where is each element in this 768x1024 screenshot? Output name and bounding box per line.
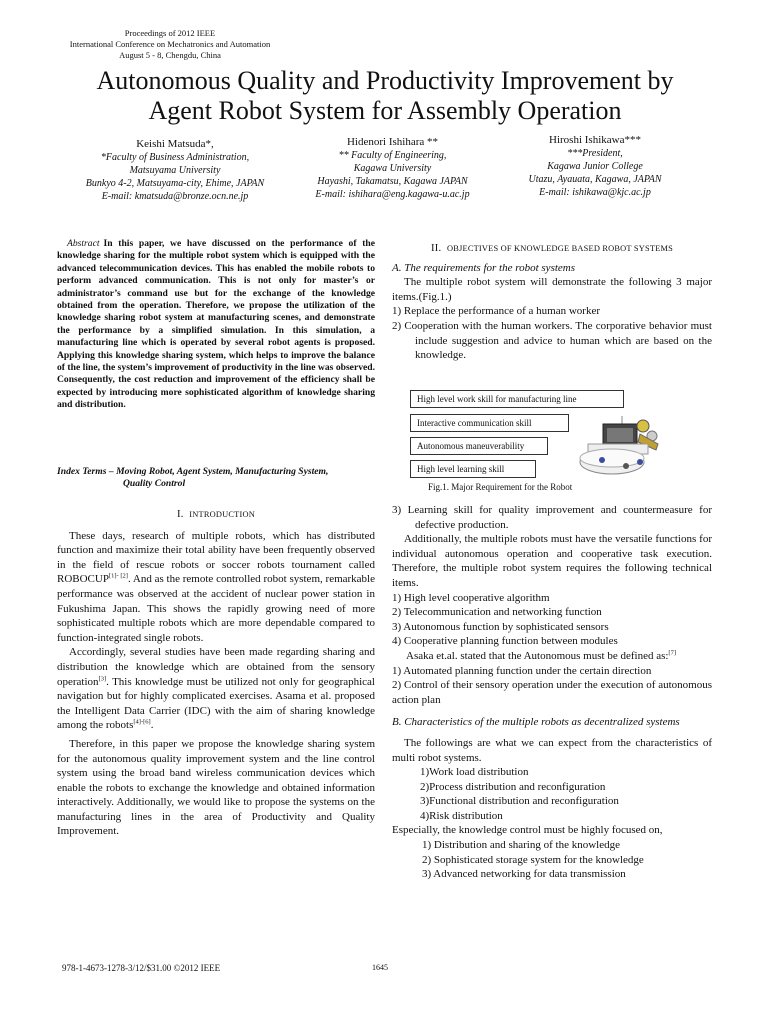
section-2-continued: [392, 503, 712, 882]
text-run: .: [150, 719, 154, 732]
author-affiliation: Kagawa University: [353, 163, 432, 174]
text-run: Asaka et.al. stated that the Autonomous must be defined as:: [406, 649, 669, 662]
paragraph: Especially, the knowledge control must be highly focused on,: [392, 824, 663, 837]
author-block-3: [502, 134, 688, 199]
title-line: Autonomous Quality and Productivity Improvement by: [96, 66, 674, 95]
definition-item: 2) Control of their sensory operation under the execution of autonomous action plan: [392, 679, 712, 706]
paragraph: Therefore, in this paper we propose the knowledge sharing system for the autonomous quality improvement system and the line control system using the broad band wireless communication devices which enable the robots to exchange the knowledge and obtained information interactively. Additionally, we would like to propose the systems on the manufacturing lines in the area of Productivity and Quality Improvement.: [57, 737, 375, 838]
figure-box: Autonomous maneuverability: [410, 437, 548, 455]
characteristic-item: 1)Work load distribution: [420, 766, 529, 779]
abstract-label: Abstract: [67, 238, 100, 249]
paragraph: [392, 649, 712, 664]
author-name: Hidenori Ishihara **: [346, 136, 439, 148]
section-2-top: [392, 242, 712, 363]
tech-item: 2) Telecommunication and networking function: [392, 606, 602, 619]
author-name: Hiroshi Ishikawa***: [549, 134, 641, 146]
index-terms-line: Index Terms – Moving Robot, Agent System, Manufacturing System,: [57, 466, 329, 477]
focus-item: 2) Sophisticated storage system for the knowledge: [422, 853, 644, 866]
subsection-heading: B. Characteristics of the multiple robots as decentralized systems: [392, 716, 680, 729]
index-terms: [57, 466, 375, 491]
focus-item: 1) Distribution and sharing of the knowledge: [422, 839, 620, 852]
paragraph: [57, 645, 375, 733]
author-block-1: [60, 138, 290, 203]
tech-item: 3) Autonomous function by sophisticated sensors: [392, 620, 609, 633]
author-email: E-mail: kmatsuda@bronze.ocn.ne.jp: [101, 191, 249, 202]
tech-item: 4) Cooperative planning function between modules: [392, 635, 618, 648]
list-item: 1) Replace the performance of a human worker: [392, 305, 600, 318]
author-affiliation: Bunkyo 4-2, Matsuyama-city, Ehime, JAPAN: [85, 178, 265, 189]
section-title: OBJECTIVES OF KNOWLEDGE BASED ROBOT SYSTEMS: [447, 244, 673, 253]
characteristic-item: 4)Risk distribution: [420, 809, 503, 822]
figure-box: High level learning skill: [410, 460, 536, 478]
section-number: II.: [431, 243, 442, 254]
author-affiliation: ***President,: [567, 148, 623, 159]
text-run: Accordingly, several studies have been made regarding sharing and distribution the knowledge which are obtained from the sensory operation: [57, 646, 375, 688]
page-number: 1645: [372, 963, 388, 972]
focus-item: 3) Advanced networking for data transmission: [422, 868, 626, 881]
citation: [7]: [668, 649, 677, 657]
citation: [3]: [98, 674, 107, 682]
tech-item: 1) High level cooperative algorithm: [392, 591, 550, 604]
figure-caption: Fig.1. Major Requirement for the Robot: [428, 482, 573, 492]
section-heading: [392, 242, 712, 257]
list-item: 3) Learning skill for quality improvement and countermeasure for defective production.: [392, 504, 712, 531]
characteristic-item: 3)Functional distribution and reconfiguration: [420, 795, 619, 808]
section-number: I.: [177, 509, 184, 520]
introduction-section: [57, 508, 375, 839]
proceedings-line: International Conference on Mechatronics and Automation: [69, 39, 271, 49]
author-affiliation: Kagawa Junior College: [547, 161, 643, 172]
paragraph: [57, 529, 375, 646]
author-block-2: [290, 136, 495, 201]
text-run: . This knowledge must be utilized not only for geographical navigation but for highly complicated exercises. Asama et al. proposed the Intelligent Data Carrier (IDC) with the aim of sharing knowledge among the robots: [57, 675, 375, 732]
paragraph: The multiple robot system will demonstrate the following 3 major items.(Fig.1.): [392, 276, 712, 303]
author-affiliation: Hayashi, Takamatsu, Kagawa JAPAN: [317, 176, 468, 187]
proceedings-info: [50, 28, 290, 61]
section-heading: [57, 508, 375, 523]
paragraph: Additionally, the multiple robots must have the versatile functions for individual autonomous operation and cooperative task execution. Therefore, the multiple robot system requires the following technical items.: [392, 533, 712, 589]
abstract: [57, 238, 375, 412]
definition-item: 1) Automated planning function under the certain direction: [392, 664, 652, 677]
author-affiliation: Utazu, Ayauata, Kagawa, JAPAN: [528, 174, 662, 185]
list-item: 2) Cooperation with the human workers. The corporative behavior must include suggestion and advice to human which are based on the knowledge.: [392, 319, 712, 362]
author-name: Keishi Matsuda*,: [136, 138, 214, 150]
text-run: . And as the remote controlled robot system, remarkable performance was observed at the accident of nuclear power station in Fukushima Japan. This shows the rapidly growing need of more sophisticated multiple robots which are more dependable compared to function-integrated single robots.: [57, 573, 375, 644]
footer-isbn: 978-1-4673-1278-3/12/$31.00 ©2012 IEEE: [62, 963, 221, 973]
author-affiliation: *Faculty of Business Administration,: [100, 152, 250, 163]
robot-illustration: [540, 404, 680, 480]
citation: [4]-[6]: [133, 718, 151, 726]
paper-title: [40, 66, 730, 126]
title-line: Agent Robot System for Assembly Operation: [148, 96, 622, 125]
figure-box: High level work skill for manufacturing line: [410, 390, 624, 408]
figure-1: [400, 386, 720, 498]
subsection-heading: A. The requirements for the robot systems: [392, 261, 576, 274]
proceedings-line: August 5 - 8, Chengdu, China: [119, 50, 221, 60]
index-terms-line: Quality Control: [123, 478, 186, 490]
figure-box: Interactive communication skill: [410, 414, 569, 432]
text-run: These days, research of multiple robots, which has distributed function and maximize their total ability have been frequently observed in the field of rescue robots or soccer robots tournament called ROBOCUP: [57, 529, 375, 586]
author-email: E-mail: ishihara@eng.kagawa-u.ac.jp: [315, 189, 470, 200]
paragraph: The followings are what we can expect from the characteristics of multi robot systems.: [392, 736, 712, 764]
proceedings-line: Proceedings of 2012 IEEE: [124, 28, 216, 38]
citation: [1]- [2]: [108, 572, 128, 580]
abstract-text: In this paper, we have discussed on the performance of the knowledge sharing for the multiple robot system which is equipped with the advanced telecommunication devices. This has enabled the mobile robots to perform advanced communication. This is not only for master’s or administrator’s command use but for the exchange of the knowledge obtained from the operation. Therefore, we propose the utilization of the knowledge sharing robot system at manufacturing scenes, and demonstrate the performance by a simplified simulation. In this simulation, a manufacturing line which is operated by several robot agents is proposed. Applying this knowledge sharing system, which helps to improve the balance of the line, the system’s improvement of productivity in the line was observed. Consequently, the cost reduction and improvement of the efficiency shall be expected by introducing more sophisticated algorithm of knowledge sharing and distribution.: [57, 238, 375, 411]
characteristic-item: 2)Process distribution and reconfiguration: [420, 780, 606, 793]
author-affiliation: Matsuyama University: [129, 165, 221, 176]
author-email: E-mail: ishikawa@kjc.ac.jp: [539, 187, 651, 198]
author-affiliation: ** Faculty of Engineering,: [338, 150, 447, 161]
section-title: INTRODUCTION: [189, 510, 255, 519]
